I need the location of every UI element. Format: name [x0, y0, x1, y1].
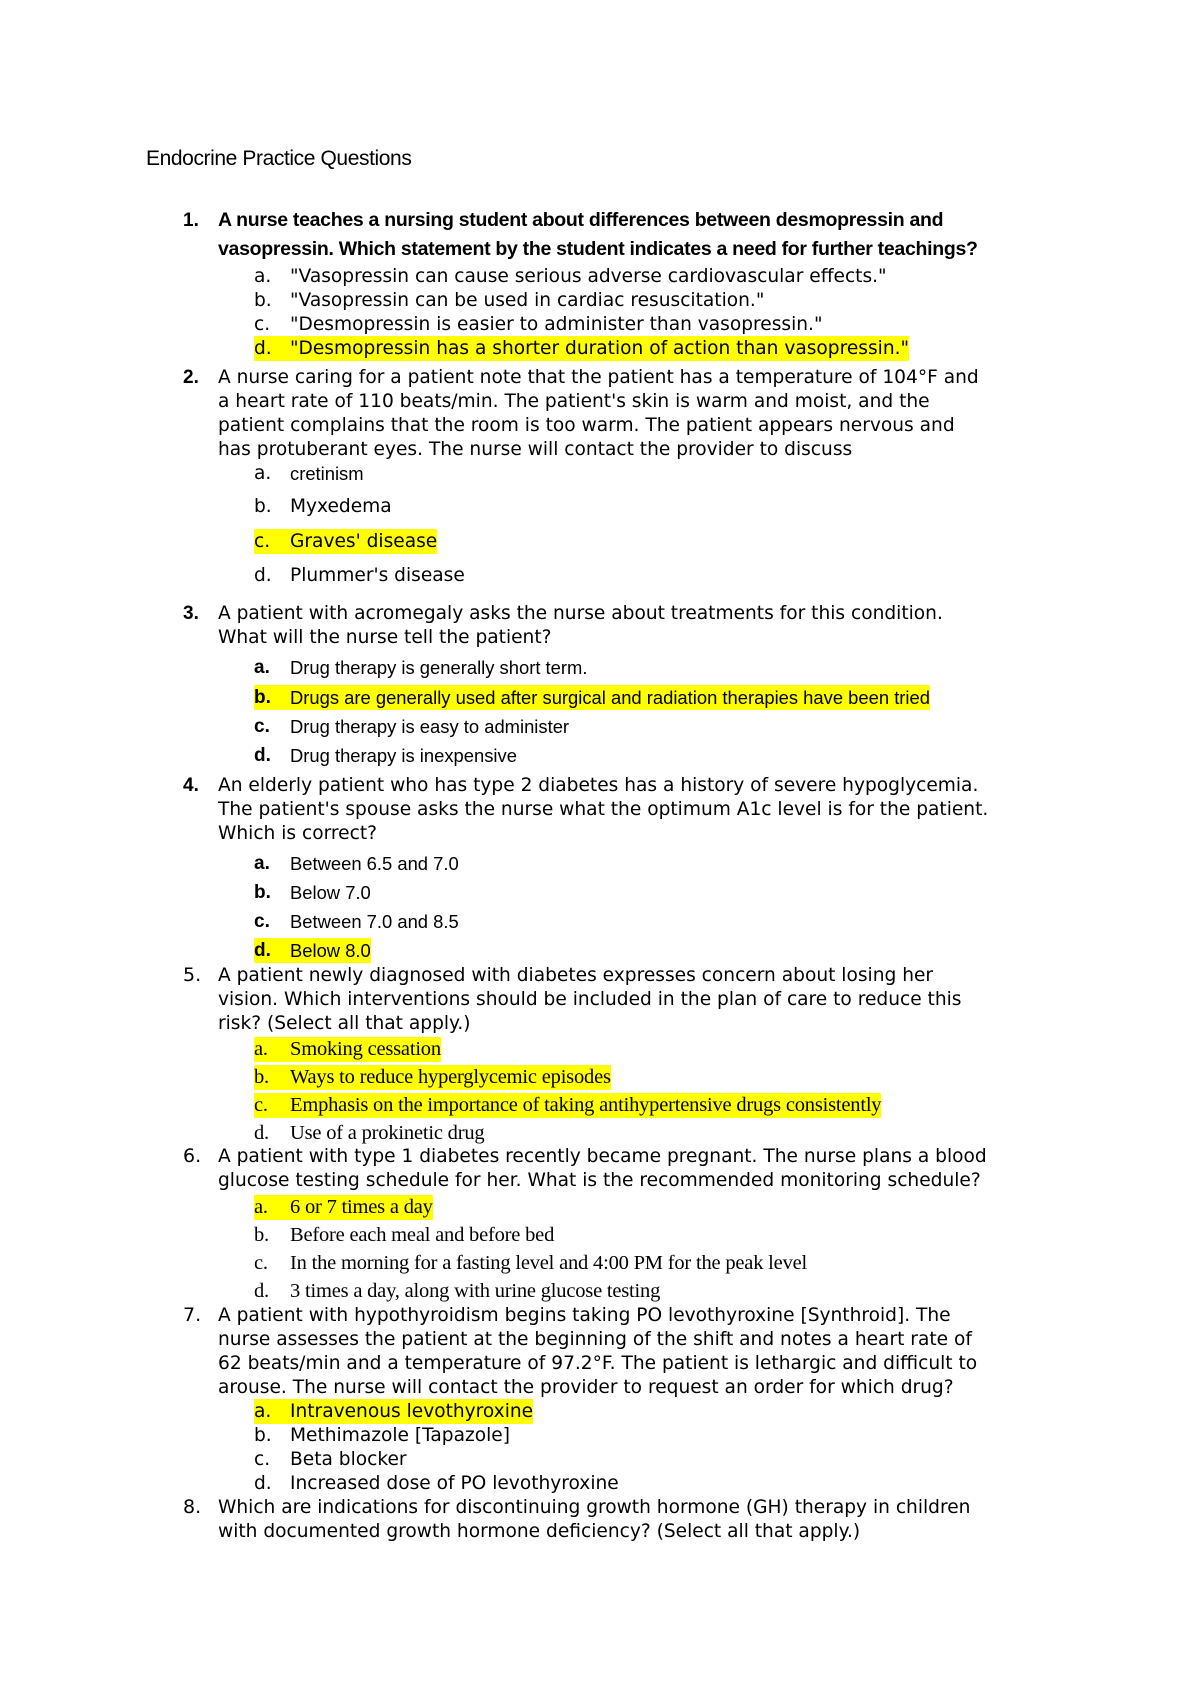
correct-option-letter: d. [254, 336, 290, 361]
question-text: A nurse caring for a patient note that the patient has a temperature of 104°F and [218, 367, 979, 388]
option-letter: a. [254, 657, 270, 678]
question-number: 8. [183, 1496, 202, 1518]
question-text: A patient newly diagnosed with diabetes expresses concern about losing her [218, 965, 934, 986]
correct-option-text: Smoking cessation [290, 1038, 441, 1060]
option-letter: b. [254, 882, 271, 903]
option-letter: c. [254, 911, 270, 932]
correct-option-letter: c. [254, 529, 290, 554]
page-title: Endocrine Practice Questions [146, 147, 412, 170]
option-text: "Desmopressin is easier to administer than vasopressin." [290, 314, 823, 335]
question-number: 1. [183, 210, 199, 231]
question-text: A patient with acromegaly asks the nurse about treatments for this condition. [218, 603, 943, 624]
option-letter: a. [254, 266, 272, 287]
option-text: Beta blocker [290, 1449, 407, 1470]
option-letter: c. [254, 1449, 271, 1470]
option-letter: c. [254, 314, 271, 335]
correct-option-text: Below 8.0 [290, 940, 371, 961]
option-text: Between 6.5 and 7.0 [290, 853, 459, 874]
question-text: A patient with hypothyroidism begins taking PO levothyroxine [Synthroid]. The [218, 1305, 951, 1326]
option-text: Methimazole [Tapazole] [290, 1425, 511, 1446]
question-text: What will the nurse tell the patient? [218, 627, 552, 648]
question-text: with documented growth hormone deficiency? (Select all that apply.) [218, 1521, 861, 1542]
question-text: A nurse teaches a nursing student about differences between desmopressin and [218, 209, 944, 231]
option-text: Between 7.0 and 8.5 [290, 911, 459, 932]
option-letter: b. [254, 290, 272, 311]
question-text: risk? (Select all that apply.) [218, 1013, 471, 1034]
question-text: nurse assesses the patient at the beginning of the shift and notes a heart rate of [218, 1329, 972, 1350]
option-letter: b. [254, 496, 272, 517]
question-number: 7. [183, 1304, 202, 1326]
question-number: 4. [183, 775, 199, 796]
correct-option-text: Graves' disease [290, 531, 438, 552]
question-text: A patient with type 1 diabetes recently became pregnant. The nurse plans a blood [218, 1146, 987, 1167]
question-text: An elderly patient who has type 2 diabetes has a history of severe hypoglycemia. [218, 775, 979, 796]
option-letter: b. [254, 1425, 272, 1446]
option-text: Below 7.0 [290, 882, 371, 903]
correct-option-text: 6 or 7 times a day [290, 1196, 433, 1218]
option-text: Drug therapy is inexpensive [290, 745, 517, 766]
option-letter: d. [254, 1280, 269, 1302]
option-text: Use of a prokinetic drug [290, 1122, 485, 1144]
option-letter: b. [254, 1224, 269, 1246]
option-letter: d. [254, 745, 271, 766]
question-number: 6. [183, 1145, 202, 1167]
option-text: Drug therapy is generally short term. [290, 657, 588, 678]
question-number: 3. [183, 603, 199, 624]
correct-option-letter: a. [254, 1195, 290, 1220]
correct-option-letter: c. [254, 1093, 290, 1118]
option-text: Myxedema [290, 496, 392, 517]
option-text: Plummer's disease [290, 565, 465, 586]
question-text: 62 beats/min and a temperature of 97.2°F. The patient is lethargic and difficult to [218, 1353, 978, 1374]
option-letter: d. [254, 565, 272, 586]
question-number: 5. [183, 964, 202, 986]
question-text: vasopressin. Which statement by the student indicates a need for further teachings? [218, 238, 978, 260]
option-letter: d. [254, 1473, 272, 1494]
correct-option-text: Emphasis on the importance of taking antihypertensive drugs consistently [290, 1094, 882, 1116]
question-text: Which are indications for discontinuing growth hormone (GH) therapy in children [218, 1497, 971, 1518]
correct-option-text: Ways to reduce hyperglycemic episodes [290, 1066, 611, 1088]
option-text: 3 times a day, along with urine glucose testing [290, 1280, 661, 1302]
option-text: Drug therapy is easy to administer [290, 716, 570, 737]
question-text: Which is correct? [218, 823, 377, 844]
option-text: Before each meal and before bed [290, 1224, 555, 1246]
correct-option-text: Drugs are generally used after surgical and radiation therapies have been tried [290, 687, 930, 708]
correct-option-letter: a. [254, 1037, 290, 1062]
question-text: has protuberant eyes. The nurse will contact the provider to discuss [218, 439, 853, 460]
correct-option-text: "Desmopressin has a shorter duration of action than vasopressin." [290, 338, 910, 359]
option-text: cretinism [290, 463, 364, 484]
correct-option-letter: a. [254, 1399, 290, 1424]
option-letter: d. [254, 1122, 269, 1144]
question-text: arouse. The nurse will contact the provider to request an order for which drug? [218, 1377, 954, 1398]
option-text: "Vasopressin can be used in cardiac resuscitation." [290, 290, 765, 311]
option-letter: c. [254, 716, 270, 737]
question-text: vision. Which interventions should be included in the plan of care to reduce this [218, 989, 962, 1010]
option-letter: a. [254, 853, 270, 874]
option-letter: a. [254, 463, 272, 484]
correct-option-text: Intravenous levothyroxine [290, 1401, 534, 1422]
correct-option-letter: b. [254, 685, 290, 710]
correct-option-letter: b. [254, 1065, 290, 1090]
question-text: The patient's spouse asks the nurse what the optimum A1c level is for the patient. [218, 799, 989, 820]
option-text: Increased dose of PO levothyroxine [290, 1473, 619, 1494]
question-number: 2. [183, 367, 199, 388]
option-text: In the morning for a fasting level and 4:00 PM for the peak level [290, 1252, 808, 1274]
option-text: "Vasopressin can cause serious adverse cardiovascular effects." [290, 266, 887, 287]
question-text: a heart rate of 110 beats/min. The patient's skin is warm and moist, and the [218, 391, 930, 412]
question-text: glucose testing schedule for her. What is the recommended monitoring schedule? [218, 1170, 981, 1191]
option-letter: c. [254, 1252, 268, 1274]
question-text: patient complains that the room is too warm. The patient appears nervous and [218, 415, 955, 436]
correct-option-letter: d. [254, 938, 290, 963]
